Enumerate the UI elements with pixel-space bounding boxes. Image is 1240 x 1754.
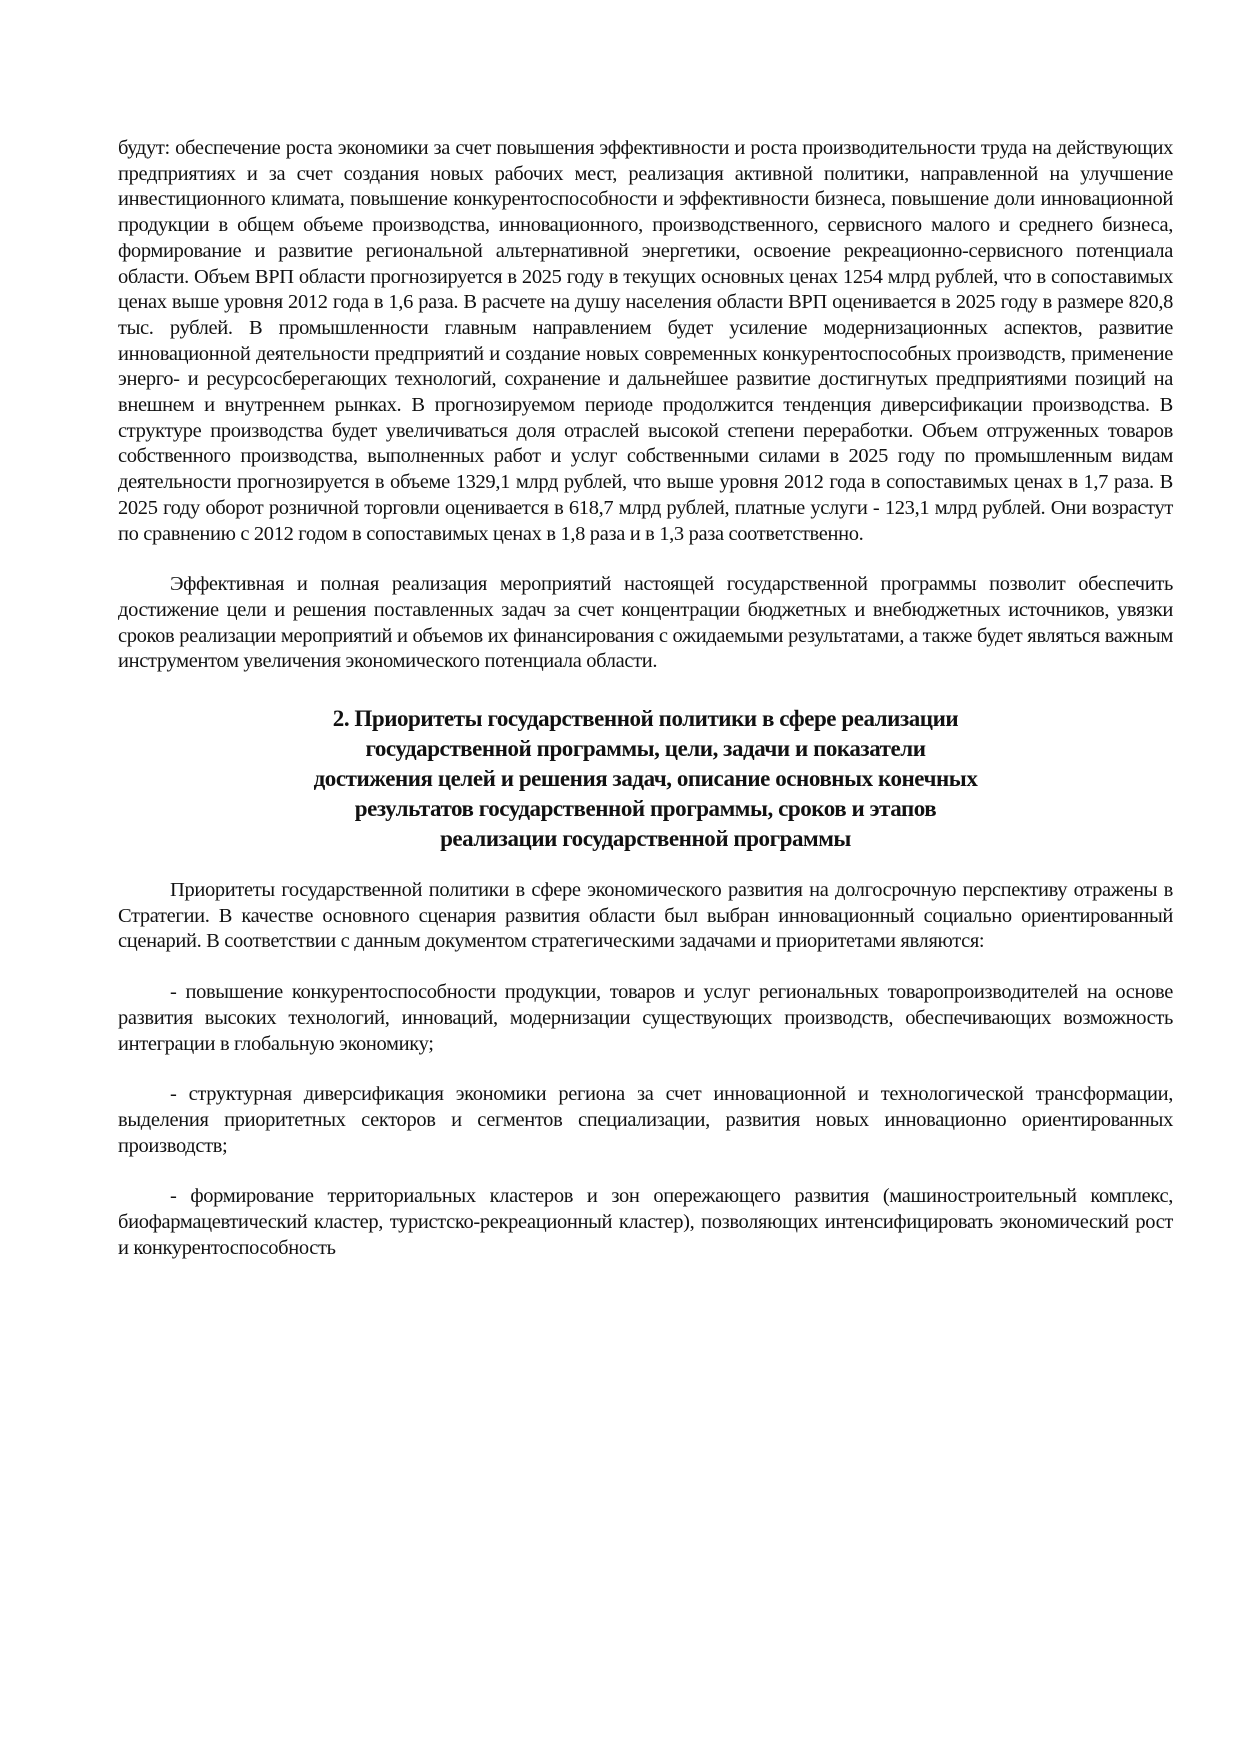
document-page <box>118 136 1173 1262</box>
heading-line: результатов государственной программы, сроков и этапов <box>354 796 937 822</box>
list-item-priority: - структурная диверсификация экономики региона за счет инновационной и технологической трансформации, выделения приоритетных секторов и сегментов специализации, развития новых инновационно ориентированных производств; <box>118 1083 1173 1157</box>
list-item-priority: - формирование территориальных кластеров и зон опережающего развития (машиностроительный комплекс, биофармацевтический кластер, туристско-рекреационный кластер), позволяющих интенсифицировать экономический рост и конкурентоспособность <box>118 1185 1173 1259</box>
paragraph-priorities-intro: Приоритеты государственной политики в сфере экономического развития на долгосрочную перспективу отражены в Стратегии. В качестве основного сценария развития области был выбран инновационный социально ориентированный сценарий. В соответствии с данным документом стратегическими задачами и приоритетами являются: <box>118 879 1173 953</box>
heading-line: государственной программы, цели, задачи и показатели <box>365 736 926 762</box>
heading-line: 2. Приоритеты государственной политики в сфере реализации <box>332 706 959 732</box>
heading-line: реализации государственной программы <box>440 826 851 852</box>
heading-line: достижения целей и решения задач, описание основных конечных <box>313 766 978 792</box>
paragraph-program-effectiveness: Эффективная и полная реализация мероприятий настоящей государственной программы позволит обеспечить достижение цели и решения поставленных задач за счет концентрации бюджетных и внебюджетных источников, увязки сроков реализации мероприятий и объемов их финансирования с ожидаемыми результатами, а также будет являться важным инструментом увеличения экономического потенциала области. <box>118 573 1173 673</box>
section-heading <box>186 704 1106 854</box>
paragraph-economic-forecast: будут: обеспечение роста экономики за счет повышения эффективности и роста производительности труда на действующих предприятиях и за счет создания новых рабочих мест, реализация активной политики, направленной на улучшение инвестиционного климата, повышение конкурентоспособности и эффективности бизнеса, повышение доли инновационной продукции в общем объеме производства, инновационного, производственного, сервисного малого и среднего бизнеса, формирование и развитие региональной альтернативной энергетики, освоение рекреационно-сервисного потенциала области. Объем ВРП области прогнозируется в 2025 году в текущих основных ценах 1254 млрд рублей, что в сопоставимых ценах выше уровня 2012 года в 1,6 раза. В расчете на душу населения области ВРП оценивается в 2025 году в размере 820,8 тыс. рублей. В промышленности главным направлением будет усиление модернизационных аспектов, развитие инновационной деятельности предприятий и создание новых современных конкурентоспособных производств, применение энерго- и ресурсосберегающих технологий, сохранение и дальнейшее развитие достигнутых предприятиями позиций на внешнем и внутреннем рынках. В прогнозируемом периоде продолжится тенденция диверсификации производства. В структуре производства будет увеличиваться доля отраслей высокой степени переработки. Объем отгруженных товаров собственного производства, выполненных работ и услуг собственными силами в 2025 году по промышленным видам деятельности прогнозируется в объеме 1329,1 млрд рублей, что выше уровня 2012 года в сопоставимых ценах в 1,7 раза. В 2025 году оборот розничной торговли оценивается в 618,7 млрд рублей, платные услуги - 123,1 млрд рублей. Они возрастут по сравнению с 2012 годом в сопоставимых ценах в 1,8 раза и в 1,3 раза соответственно. <box>118 137 1173 545</box>
list-item-priority: - повышение конкурентоспособности продукции, товаров и услуг региональных товаропроизводителей на основе развития высоких технологий, инноваций, модернизации существующих производств, обеспечивающих возможность интеграции в глобальную экономику; <box>118 981 1173 1055</box>
